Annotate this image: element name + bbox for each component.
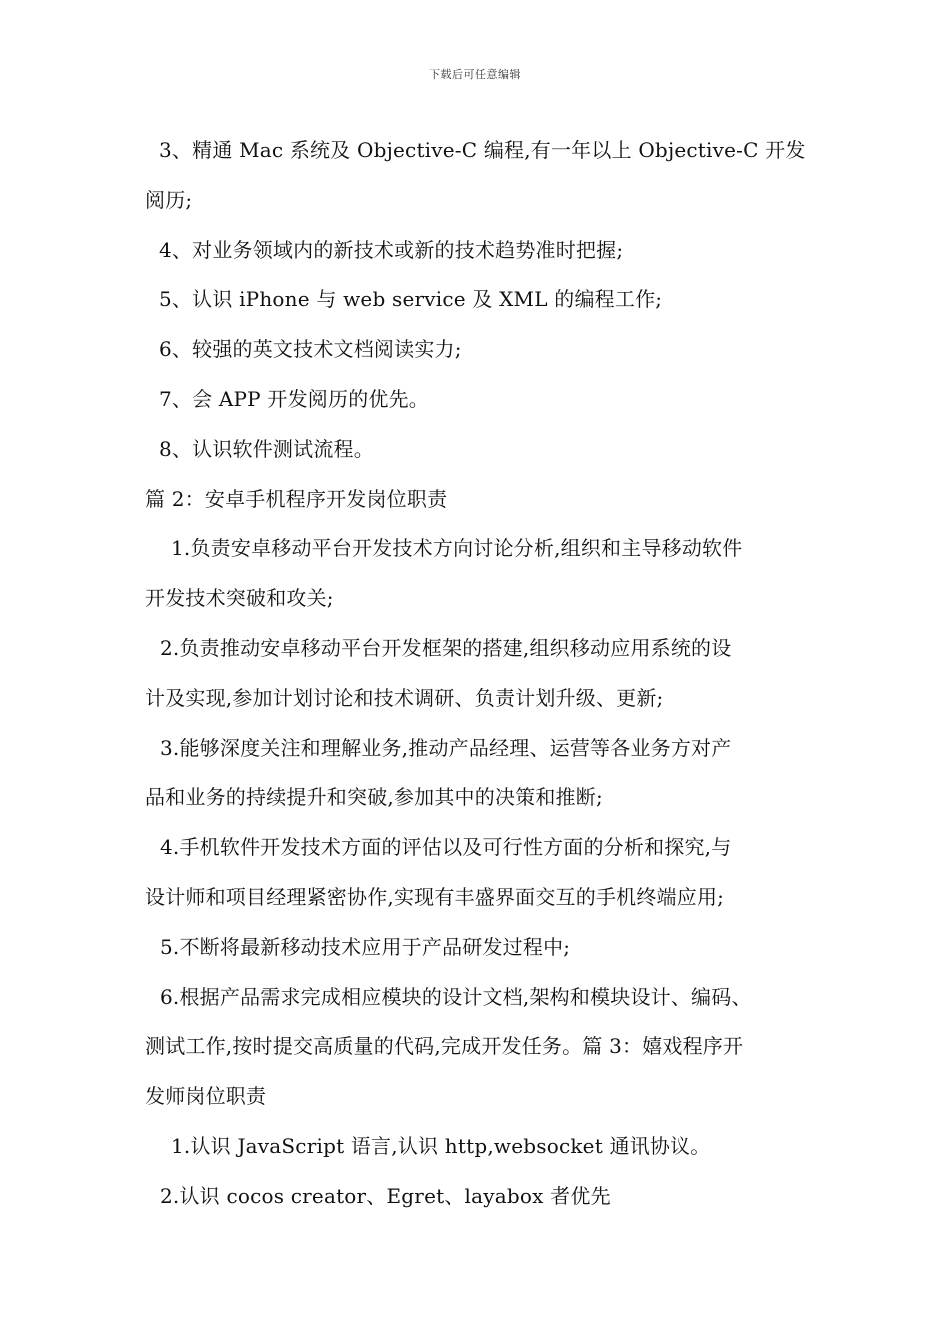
paragraph-line: 5.不断将最新移动技术应用于产品研发过程中;: [160, 934, 571, 959]
paragraph-line: 3.能够深度关注和理解业务,推动产品经理、运营等各业务方对产: [160, 735, 732, 760]
paragraph-line: 4、对业务领域内的新技术或新的技术趋势准时把握;: [159, 237, 624, 262]
paragraph-line: 测试工作,按时提交高质量的代码,完成开发任务。篇 3：嬉戏程序开: [145, 1034, 744, 1059]
paragraph-line: 发师岗位职责: [145, 1084, 267, 1109]
paragraph-line: 2.负责推动安卓移动平台开发框架的搭建,组织移动应用系统的设: [160, 635, 732, 660]
paragraph-line: 6、较强的英文技术文档阅读实力;: [159, 337, 462, 362]
paragraph-line: 7、会 APP 开发阅历的优先。: [159, 386, 429, 411]
paragraph-line: 2.认识 cocos creator、Egret、layabox 者优先: [160, 1183, 611, 1208]
paragraph-line: 品和业务的持续提升和突破,参加其中的决策和推断;: [145, 785, 603, 810]
paragraph-line: 设计师和项目经理紧密协作,实现有丰盛界面交互的手机终端应用;: [145, 884, 725, 909]
paragraph-line: 4.手机软件开发技术方面的评估以及可行性方面的分析和探究,与: [160, 835, 732, 860]
paragraph-line: 1.负责安卓移动平台开发技术方向讨论分析,组织和主导移动软件: [171, 536, 743, 561]
paragraph-line: 阅历;: [145, 187, 193, 212]
document-body: [145, 126, 835, 1222]
section-heading: 篇 2：安卓手机程序开发岗位职责: [145, 486, 448, 511]
paragraph-line: 3、精通 Mac 系统及 Objective-C 编程,有一年以上 Objective-C 开发: [159, 138, 806, 162]
paragraph-line: 1.认识 JavaScript 语言,认识 http,websocket 通讯协议。: [171, 1133, 711, 1158]
paragraph-line: 开发技术突破和攻关;: [145, 586, 334, 611]
paragraph-line: 计及实现,参加计划讨论和技术调研、负责计划升级、更新;: [145, 685, 664, 710]
page-header: 下载后可任意编辑: [429, 68, 521, 81]
paragraph-line: 5、认识 iPhone 与 web service 及 XML 的编程工作;: [159, 287, 663, 312]
paragraph-line: 8、认识软件测试流程。: [159, 436, 374, 461]
paragraph-line: 6.根据产品需求完成相应模块的设计文档,架构和模块设计、编码、: [160, 984, 752, 1009]
